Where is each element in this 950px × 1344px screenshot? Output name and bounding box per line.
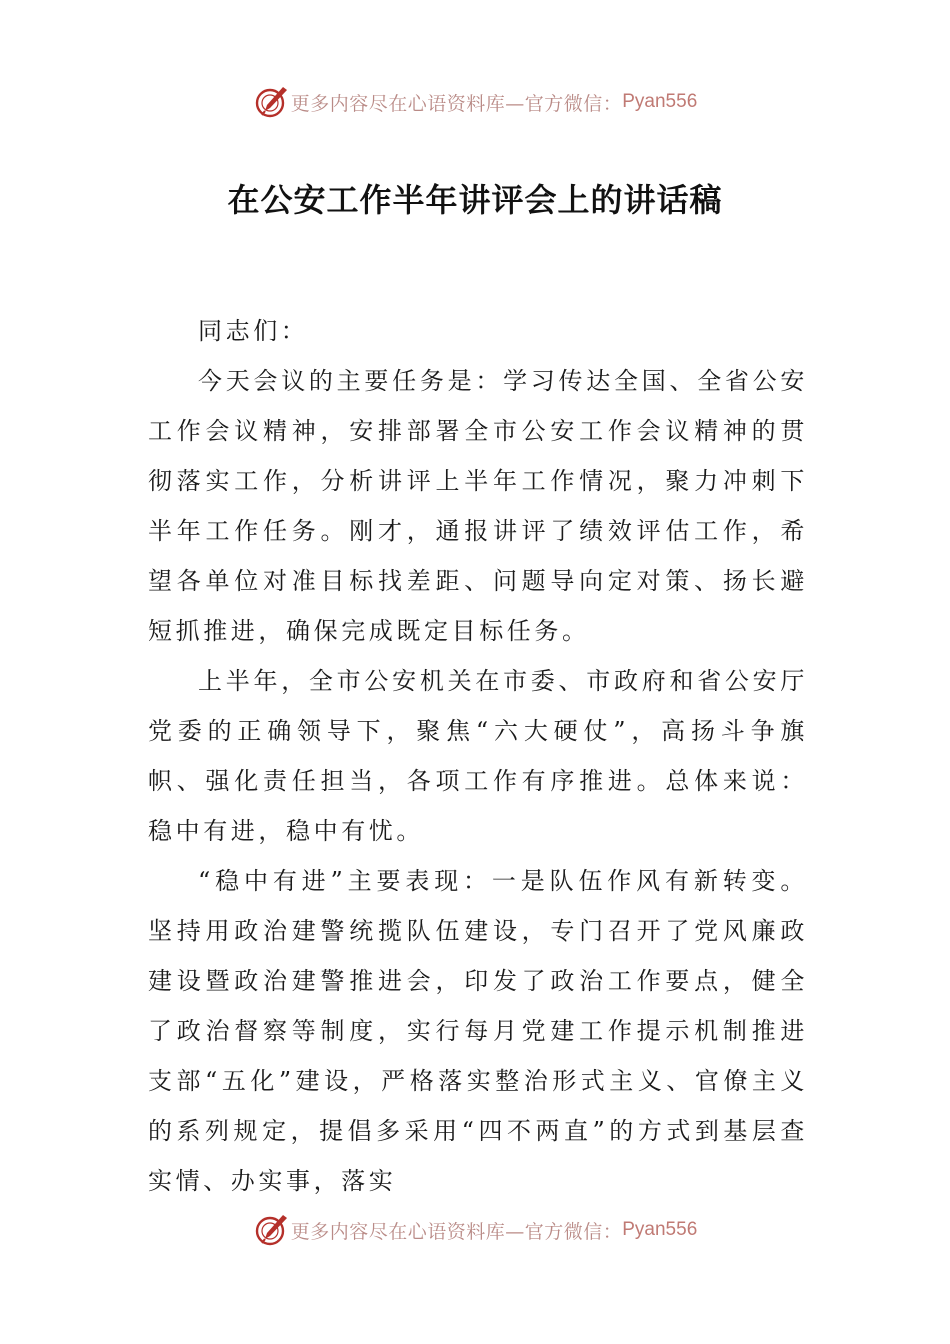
- banner-text: 更多内容尽在心语资料库—官方微信：: [290, 1220, 623, 1243]
- paragraph-2: 上半年，全市公安机关在市委、市政府和省公安厅党委的正确领导下，聚焦“六大硬仗”，高扬斗争旗帜、强化责任担当，各项工作有序推进。总体来说：稳中有进，稳中有忧。: [148, 667, 808, 845]
- document-title: 在公安工作半年讲评会上的讲话稿: [227, 181, 723, 219]
- banner-wechat-handle: Pyan556: [622, 1219, 698, 1240]
- document-body: [148, 306, 808, 1206]
- pen-logo-icon: [253, 84, 289, 120]
- salutation: 同志们：: [198, 317, 309, 345]
- paragraph-1: 今天会议的主要任务是：学习传达全国、全省公安工作会议精神，安排部署全市公安工作会议精神的贯彻落实工作，分析讲评上半年工作情况，聚力冲刺下半年工作任务。刚才，通报讲评了绩效评估工作，希望各单位对准目标找差距、问题导向定对策、扬长避短抓推进，确保完成既定目标任务。: [148, 367, 808, 645]
- banner-wechat-handle: Pyan556: [622, 91, 698, 112]
- banner-text: 更多内容尽在心语资料库—官方微信：: [290, 92, 623, 115]
- pen-logo-icon: [253, 1212, 289, 1248]
- footer-banner: [0, 1210, 950, 1250]
- paragraph-3: “稳中有进”主要表现：一是队伍作风有新转变。坚持用政治建警统揽队伍建设，专门召开了党风廉政建设暨政治建警推进会，印发了政治工作要点，健全了政治督察等制度，实行每月党建工作提示机制推进支部“五化”建设，严格落实整治形式主义、官僚主义的系列规定，提倡多采用“四不两直”的方式到基层查实情、办实事，落实: [148, 867, 808, 1195]
- header-banner: [0, 82, 950, 122]
